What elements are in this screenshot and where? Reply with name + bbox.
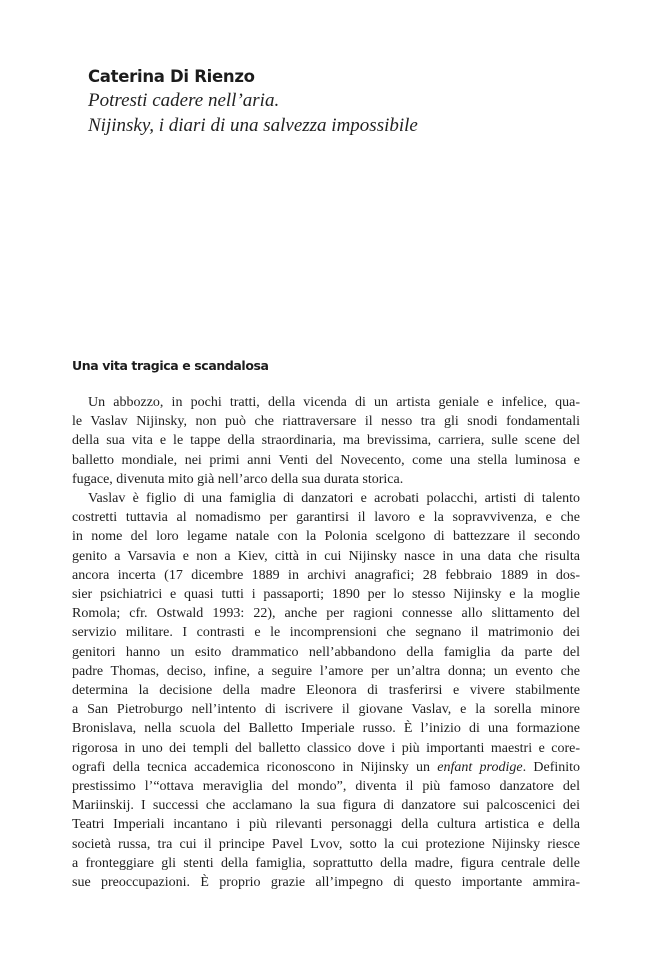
chapter-header — [88, 66, 588, 138]
body-text — [72, 393, 580, 892]
text-segment: ografi della tecnica accademica riconoscono in Nijinsky un — [72, 759, 430, 775]
text-line: a San Pietroburgo nell’intento di iscrivere il giovane Vaslav, e la sorella minore — [72, 702, 580, 718]
text-line: costretti tuttavia al nomadismo per garantirsi il lavoro e la sopravvivenza, e che — [72, 510, 580, 526]
text-line: rigorosa in uno dei templi del balletto classico dove i più importanti maestri e core- — [72, 740, 580, 756]
text-line: padre Thomas, deciso, infine, a seguire l’amore per un’altra donna; un evento che — [72, 663, 580, 679]
paragraph-1 — [72, 393, 580, 489]
text-line-with-italic — [72, 758, 580, 777]
text-line: sue preoccupazioni. È proprio grazie all’impegno di questo importante ammira- — [72, 875, 580, 891]
text-line: in nome del loro legame natale con la Polonia scelgono di battezzare il secondo — [72, 529, 580, 545]
text-line: Un abbozzo, in pochi tratti, della vicenda di un artista geniale e infelice, qua- — [88, 395, 580, 410]
text-line: Vaslav è figlio di una famiglia di danzatori e acrobati polacchi, artisti di talento — [88, 491, 580, 507]
chapter-title-line-2: Nijinsky, i diari di una salvezza impossibile — [88, 115, 418, 136]
text-line: Romola; cfr. Ostwald 1993: 22), anche per ragioni connesse allo slittamento del — [72, 606, 580, 622]
chapter-title-line-1: Potresti cadere nell’aria. — [88, 90, 280, 111]
text-line: della sua vita e le tappe della straordinaria, ma brevissima, carriera, sulle scene del — [72, 433, 580, 449]
italic-phrase: enfant prodige — [437, 759, 523, 775]
text-line: determina la decisione della madre Eleonora di trasferirsi e vivere stabilmente — [72, 683, 580, 699]
section-heading: Una vita tragica e scandalosa — [72, 358, 269, 373]
text-line: prestissimo l’“ottava meraviglia del mondo”, diventa il più famoso danzatore del — [72, 779, 580, 795]
text-line: fugace, divenuta mito già nell’arco della sua durata storica. — [72, 471, 404, 487]
text-line: Bronislava, nella scuola del Balletto Imperiale russo. È l’inizio di una formazione — [72, 721, 580, 737]
text-line: Mariinskij. I successi che acclamano la sua figura di danzatore sui palcoscenici dei — [72, 798, 580, 814]
text-line: ancora incerta (17 dicembre 1889 in archivi anagrafici; 28 febbraio 1889 in dos- — [72, 567, 580, 583]
text-line: sier psichiatrici e quasi tutti i passaporti; 1890 per lo stesso Nijinsky e la moglie — [72, 587, 580, 603]
text-line: balletto mondiale, nei primi anni Venti del Novecento, come una stella luminosa e — [72, 452, 580, 468]
text-line: le Vaslav Nijinsky, non può che riattraversare il nesso tra gli snodi fondamentali — [72, 414, 580, 430]
author-name: Caterina Di Rienzo — [88, 67, 255, 86]
text-line: servizio militare. I contrasti e le incomprensioni che segnano il matrimonio dei — [72, 625, 580, 641]
text-line: genito a Varsavia e non a Kiev, città in cui Nijinsky nasce in una data che risulta — [72, 548, 580, 564]
text-segment: . Definito — [522, 759, 581, 775]
text-line: a fronteggiare gli stenti della famiglia, soprattutto della madre, figura centrale delle — [72, 855, 580, 871]
text-line: Teatri Imperiali incantano i più rilevanti personaggi della cultura artistica e della — [72, 817, 580, 833]
text-line: genitori hanno un esito drammatico nell’abbandono della famiglia da parte del — [72, 644, 580, 660]
paragraph-2 — [72, 489, 580, 892]
text-line: società russa, tra cui il principe Pavel Lvov, sotto la cui protezione Nijinsky riesce — [72, 836, 580, 852]
